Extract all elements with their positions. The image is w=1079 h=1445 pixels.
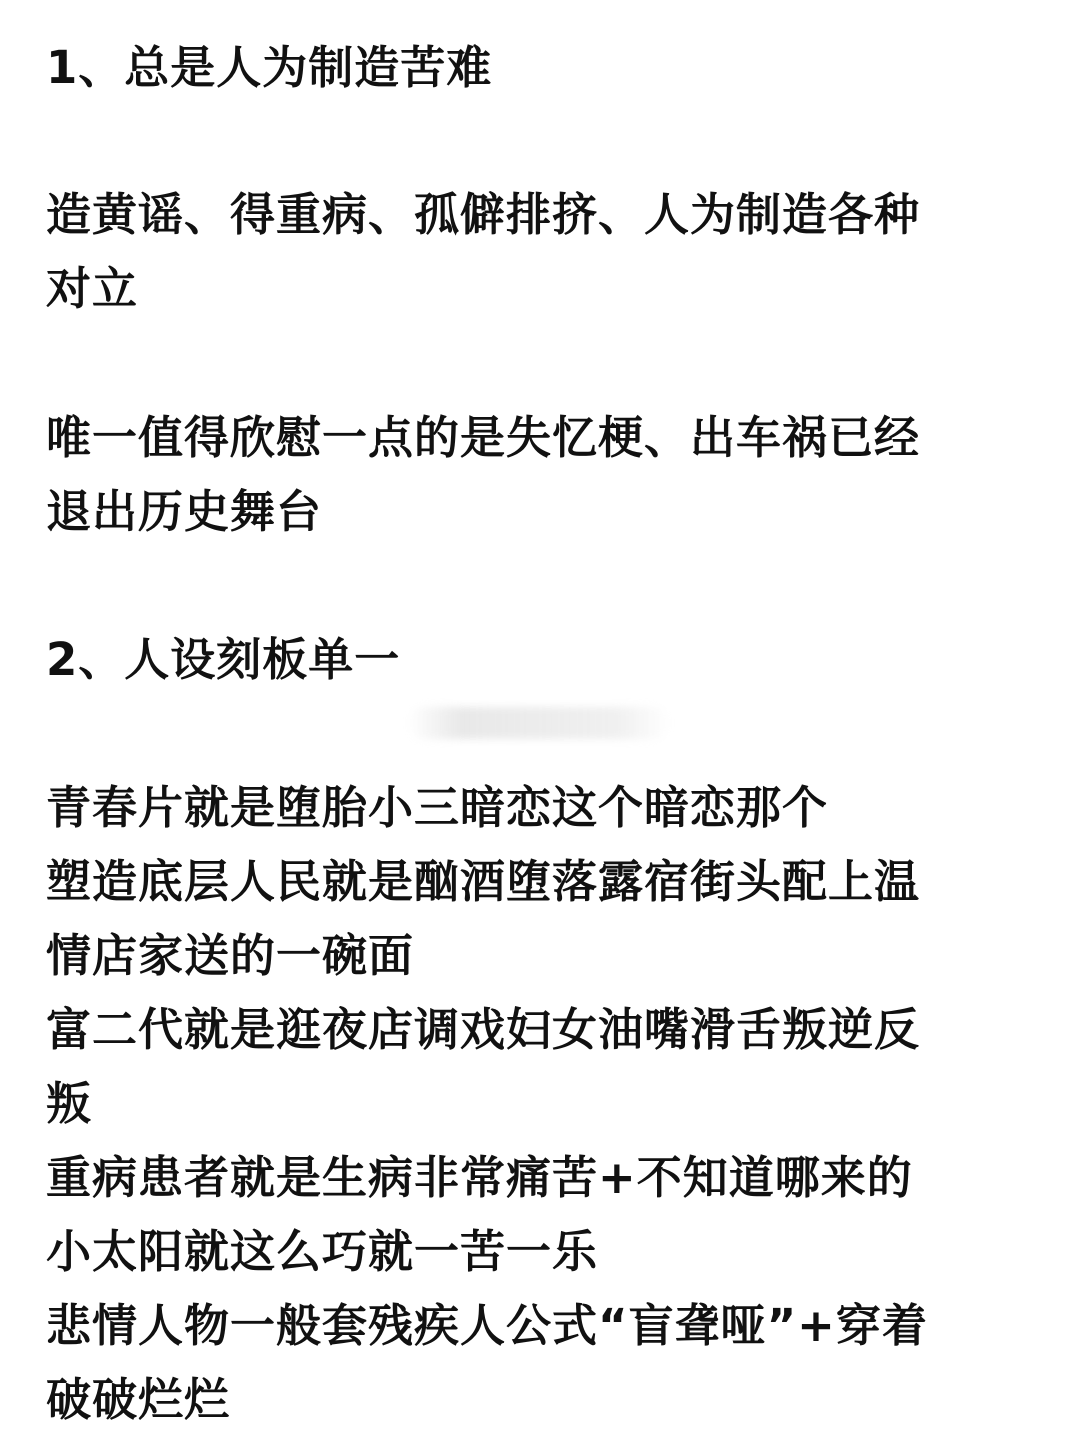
- paragraph-line: 重病患者就是生病非常痛苦+不知道哪来的: [46, 1151, 913, 1204]
- paragraph-line: 青春片就是堕胎小三暗恋这个暗恋那个: [46, 781, 829, 834]
- section-heading-1: 1、总是人为制造苦难: [46, 41, 493, 94]
- paragraph-line: 悲情人物一般套残疾人公式“盲聋哑”+穿着: [46, 1299, 928, 1352]
- paragraph-line: 小太阳就这么巧就一苦一乐: [46, 1225, 599, 1278]
- section-heading-2: 2、人设刻板单一: [46, 633, 401, 686]
- paragraph-line: 富二代就是逛夜店调戏妇女油嘴滑舌叛逆反: [46, 1003, 921, 1056]
- paragraph-line: 叛: [46, 1077, 93, 1130]
- paragraph-line: 唯一值得欣慰一点的是失忆梗、出车祸已经: [46, 411, 921, 464]
- paragraph-line: 塑造底层人民就是酗酒堕落露宿街头配上温: [46, 855, 921, 908]
- paragraph-line: 造黄谣、得重病、孤僻排挤、人为制造各种: [46, 188, 921, 241]
- paragraph-line: 对立: [46, 262, 139, 315]
- paragraph-line: 情店家送的一碗面: [46, 929, 415, 982]
- paragraph-line: 破破烂烂: [46, 1373, 231, 1426]
- paragraph-line: 退出历史舞台: [46, 485, 323, 538]
- blurred-watermark: [408, 707, 670, 739]
